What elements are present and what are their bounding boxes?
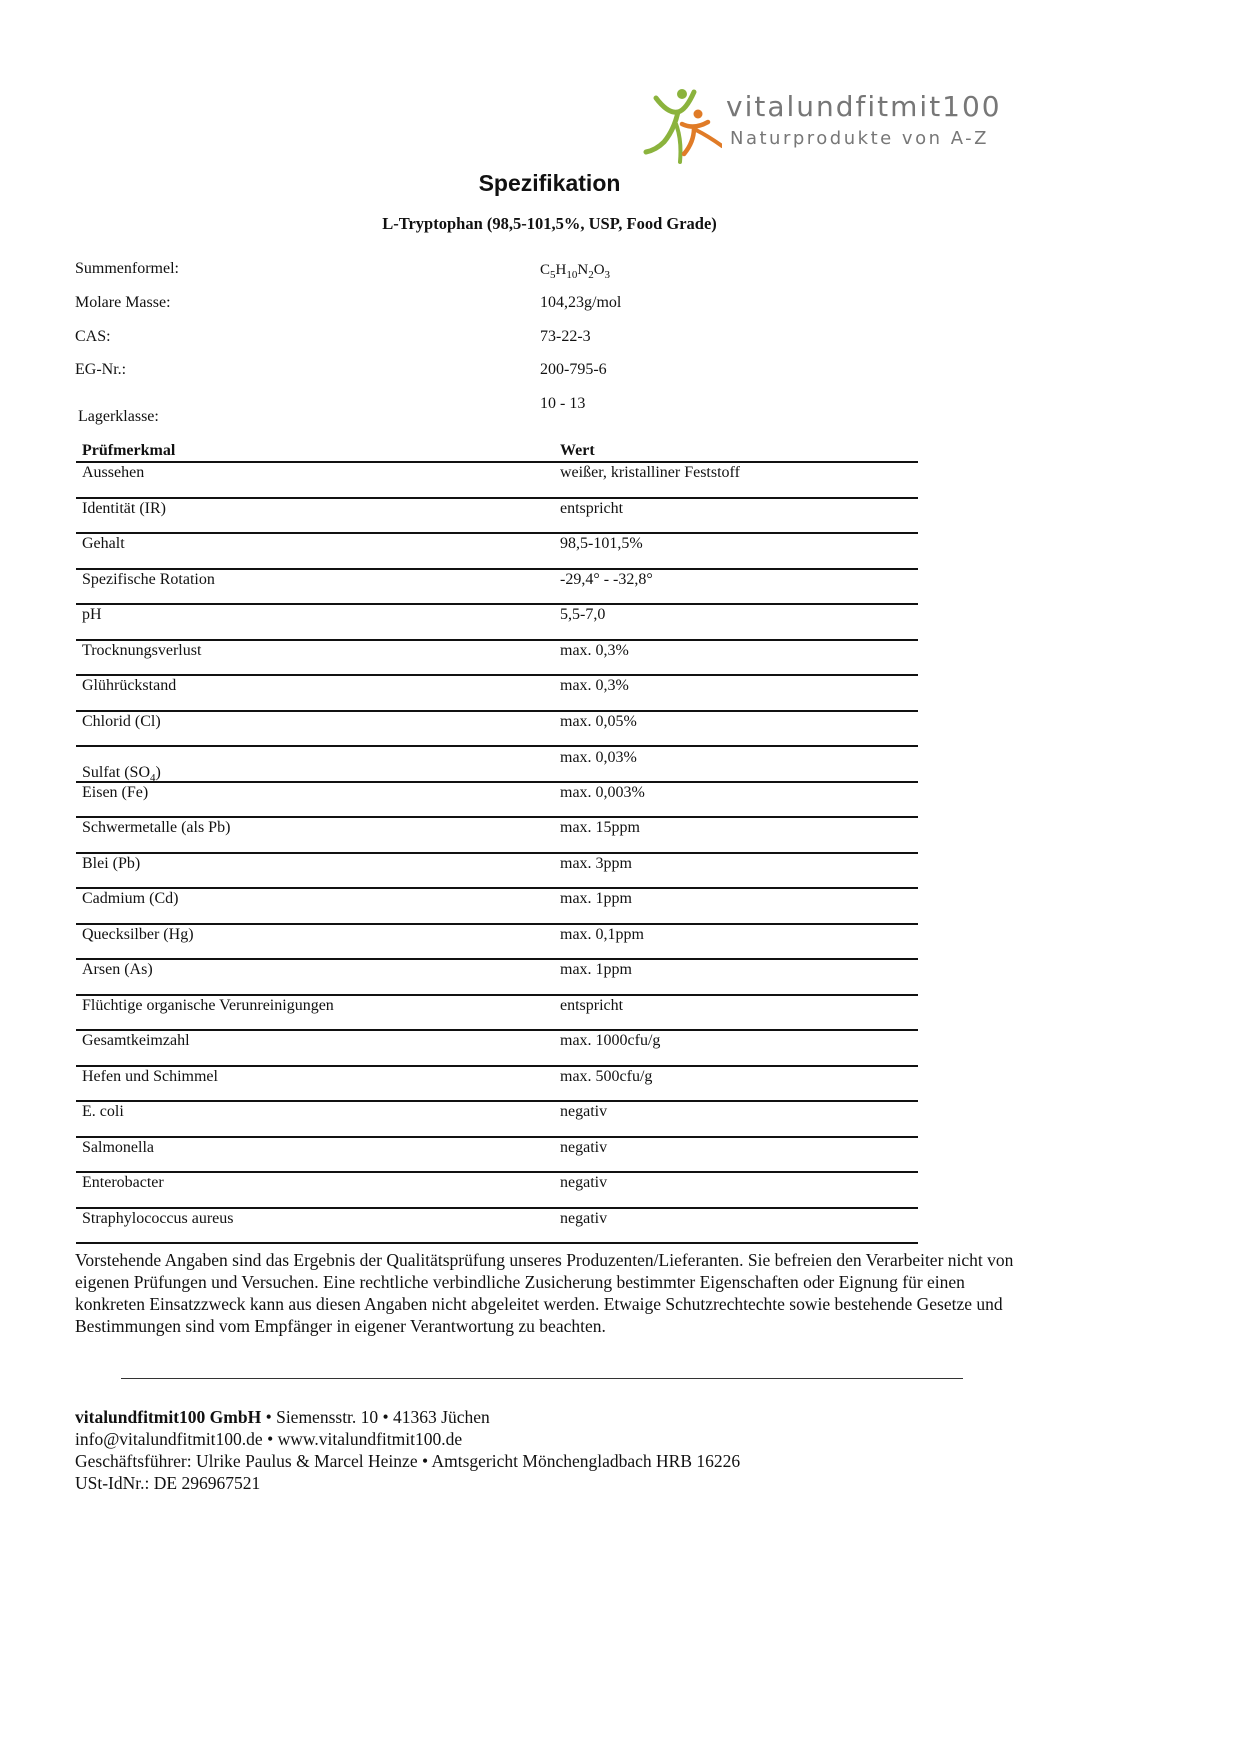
table-cell-value: max. 15ppm — [560, 819, 640, 836]
property-value-storage-class: 10 - 13 — [540, 395, 586, 412]
table-row — [76, 534, 918, 570]
table-cell-parameter: Spezifische Rotation — [82, 570, 215, 588]
logo-figures-icon — [638, 84, 722, 164]
table-header-row — [76, 441, 918, 463]
company-logo — [638, 84, 1038, 164]
table-row — [76, 783, 918, 819]
footer-address: • Siemensstr. 10 • 41363 Jüchen — [261, 1407, 490, 1427]
page-title: Spezifikation — [478, 170, 621, 196]
table-cell-value: max. 0,3% — [560, 641, 629, 659]
spec-table — [76, 441, 918, 1244]
table-cell-parameter: Aussehen — [82, 464, 145, 481]
table-header-parameter: Prüfmerkmal — [82, 442, 176, 459]
table-cell-value: max. 0,05% — [560, 712, 637, 730]
table-cell-parameter: Eisen (Fe) — [82, 783, 149, 801]
table-row — [76, 747, 918, 783]
footer-divider — [121, 1378, 963, 1379]
table-row — [76, 925, 918, 961]
table-row — [76, 1138, 918, 1174]
table-cell-value: weißer, kristalliner Feststoff — [560, 464, 740, 481]
table-cell-value: max. 0,003% — [560, 783, 645, 801]
table-cell-value: max. 1000cfu/g — [560, 1032, 661, 1049]
table-cell-value: 5,5-7,0 — [560, 606, 606, 623]
table-cell-value: negativ — [560, 1103, 608, 1120]
table-row — [76, 1102, 918, 1138]
table-cell-value: max. 1ppm — [560, 961, 632, 978]
table-cell-parameter: Arsen (As) — [82, 961, 153, 978]
table-cell-parameter: Hefen und Schimmel — [82, 1067, 218, 1085]
property-label-formula: Summenformel: — [75, 260, 179, 277]
table-cell-value: max. 0,03% — [560, 749, 637, 766]
table-cell-parameter: Enterobacter — [82, 1174, 164, 1191]
footer — [75, 1406, 740, 1494]
table-cell-parameter: Flüchtige organische Verunreinigungen — [82, 996, 334, 1014]
table-cell-value: entspricht — [560, 499, 624, 517]
table-row — [76, 712, 918, 748]
table-cell-value: entspricht — [560, 996, 624, 1014]
footer-company: vitalundfitmit100 GmbH — [75, 1407, 262, 1427]
table-row — [76, 463, 918, 499]
property-value-molar-mass: 104,23g/mol — [540, 294, 622, 311]
table-row — [76, 996, 918, 1032]
property-value-eg-nr: 200-795-6 — [540, 361, 607, 378]
product-subtitle: L-Tryptophan (98,5-101,5%, USP, Food Grade) — [382, 214, 717, 233]
property-label-cas: CAS: — [75, 328, 111, 345]
table-cell-parameter: Chlorid (Cl) — [82, 712, 161, 730]
table-cell-value: negativ — [560, 1209, 608, 1227]
table-cell-value: negativ — [560, 1174, 608, 1191]
table-cell-parameter: Gehalt — [82, 535, 125, 552]
table-cell-value: negativ — [560, 1138, 608, 1156]
table-cell-parameter: Sulfat $(SO_4)$ — [82, 764, 161, 785]
table-cell-value: -29,4° - -32,8° — [560, 570, 653, 588]
table-cell-parameter: Glührückstand — [82, 677, 177, 694]
table-cell-parameter: Identität (IR) — [82, 499, 166, 517]
logo-name: vitalundfitmit100 — [726, 90, 1002, 123]
property-value-formula: $C_5H_{10}N_2O_3$ — [540, 262, 611, 281]
table-row — [76, 960, 918, 996]
table-row — [76, 854, 918, 890]
table-row — [76, 1173, 918, 1209]
table-row — [76, 1067, 918, 1103]
table-cell-value: max. 0,1ppm — [560, 925, 644, 943]
table-header-value: Wert — [560, 442, 595, 459]
table-row — [76, 818, 918, 854]
table-cell-value: max. 1ppm — [560, 890, 632, 907]
table-cell-value: max. 3ppm — [560, 854, 632, 872]
table-row — [76, 570, 918, 606]
footer-management: Geschäftsführer: Ulrike Paulus & Marcel Heinze • Amtsgericht Mönchengladbach HRB 16226 — [75, 1451, 741, 1471]
table-cell-parameter: Cadmium (Cd) — [82, 890, 179, 907]
table-row — [76, 499, 918, 535]
table-row — [76, 676, 918, 712]
property-label-storage-class: Lagerklasse: — [78, 408, 159, 425]
table-row — [76, 1031, 918, 1067]
table-row — [76, 889, 918, 925]
property-label-molar-mass: Molare Masse: — [75, 294, 171, 311]
table-cell-parameter: Straphylococcus aureus — [82, 1209, 234, 1227]
property-label-eg-nr: EG-Nr.: — [75, 361, 127, 378]
table-row — [76, 641, 918, 677]
logo-tagline: Naturprodukte von A-Z — [730, 128, 989, 149]
table-cell-value: 98,5-101,5% — [560, 535, 643, 552]
table-row — [76, 1209, 918, 1245]
table-cell-parameter: Quecksilber (Hg) — [82, 925, 194, 943]
footer-contact: info@vitalundfitmit100.de • www.vitalundfitmit100.de — [75, 1429, 463, 1449]
footer-vat: USt-IdNr.: DE 296967521 — [75, 1473, 261, 1493]
table-cell-parameter: E. coli — [82, 1103, 124, 1120]
table-cell-value: max. 500cfu/g — [560, 1067, 653, 1085]
table-cell-parameter: Salmonella — [82, 1138, 154, 1156]
table-cell-parameter: Gesamtkeimzahl — [82, 1032, 190, 1049]
table-cell-value: max. 0,3% — [560, 677, 629, 694]
table-row — [76, 605, 918, 641]
table-cell-parameter: Trocknungsverlust — [82, 641, 202, 659]
table-cell-parameter: Schwermetalle (als Pb) — [82, 819, 231, 836]
table-cell-parameter: Blei (Pb) — [82, 854, 141, 872]
table-cell-parameter: pH — [82, 606, 102, 623]
disclaimer-text: Vorstehende Angaben sind das Ergebnis der Qualitätsprüfung unseres Produzenten/Lieferanten. Sie befreien den Verarbeiter nicht von eigenen Prüfungen und Versuchen. Eine rechtliche verbindliche Zusicherung bestimmter Eigenschaften oder Eignung für einen konkreten Einsatzzweck kann aus diesen Angaben nicht abgeleitet werden. Etwaige Schutzrechtechte sowie bestehende Gesetze und Bestimmungen sind vom Empfänger in eigener Verantwortung zu beachten. — [75, 1250, 1014, 1336]
property-value-cas: 73-22-3 — [540, 328, 591, 345]
